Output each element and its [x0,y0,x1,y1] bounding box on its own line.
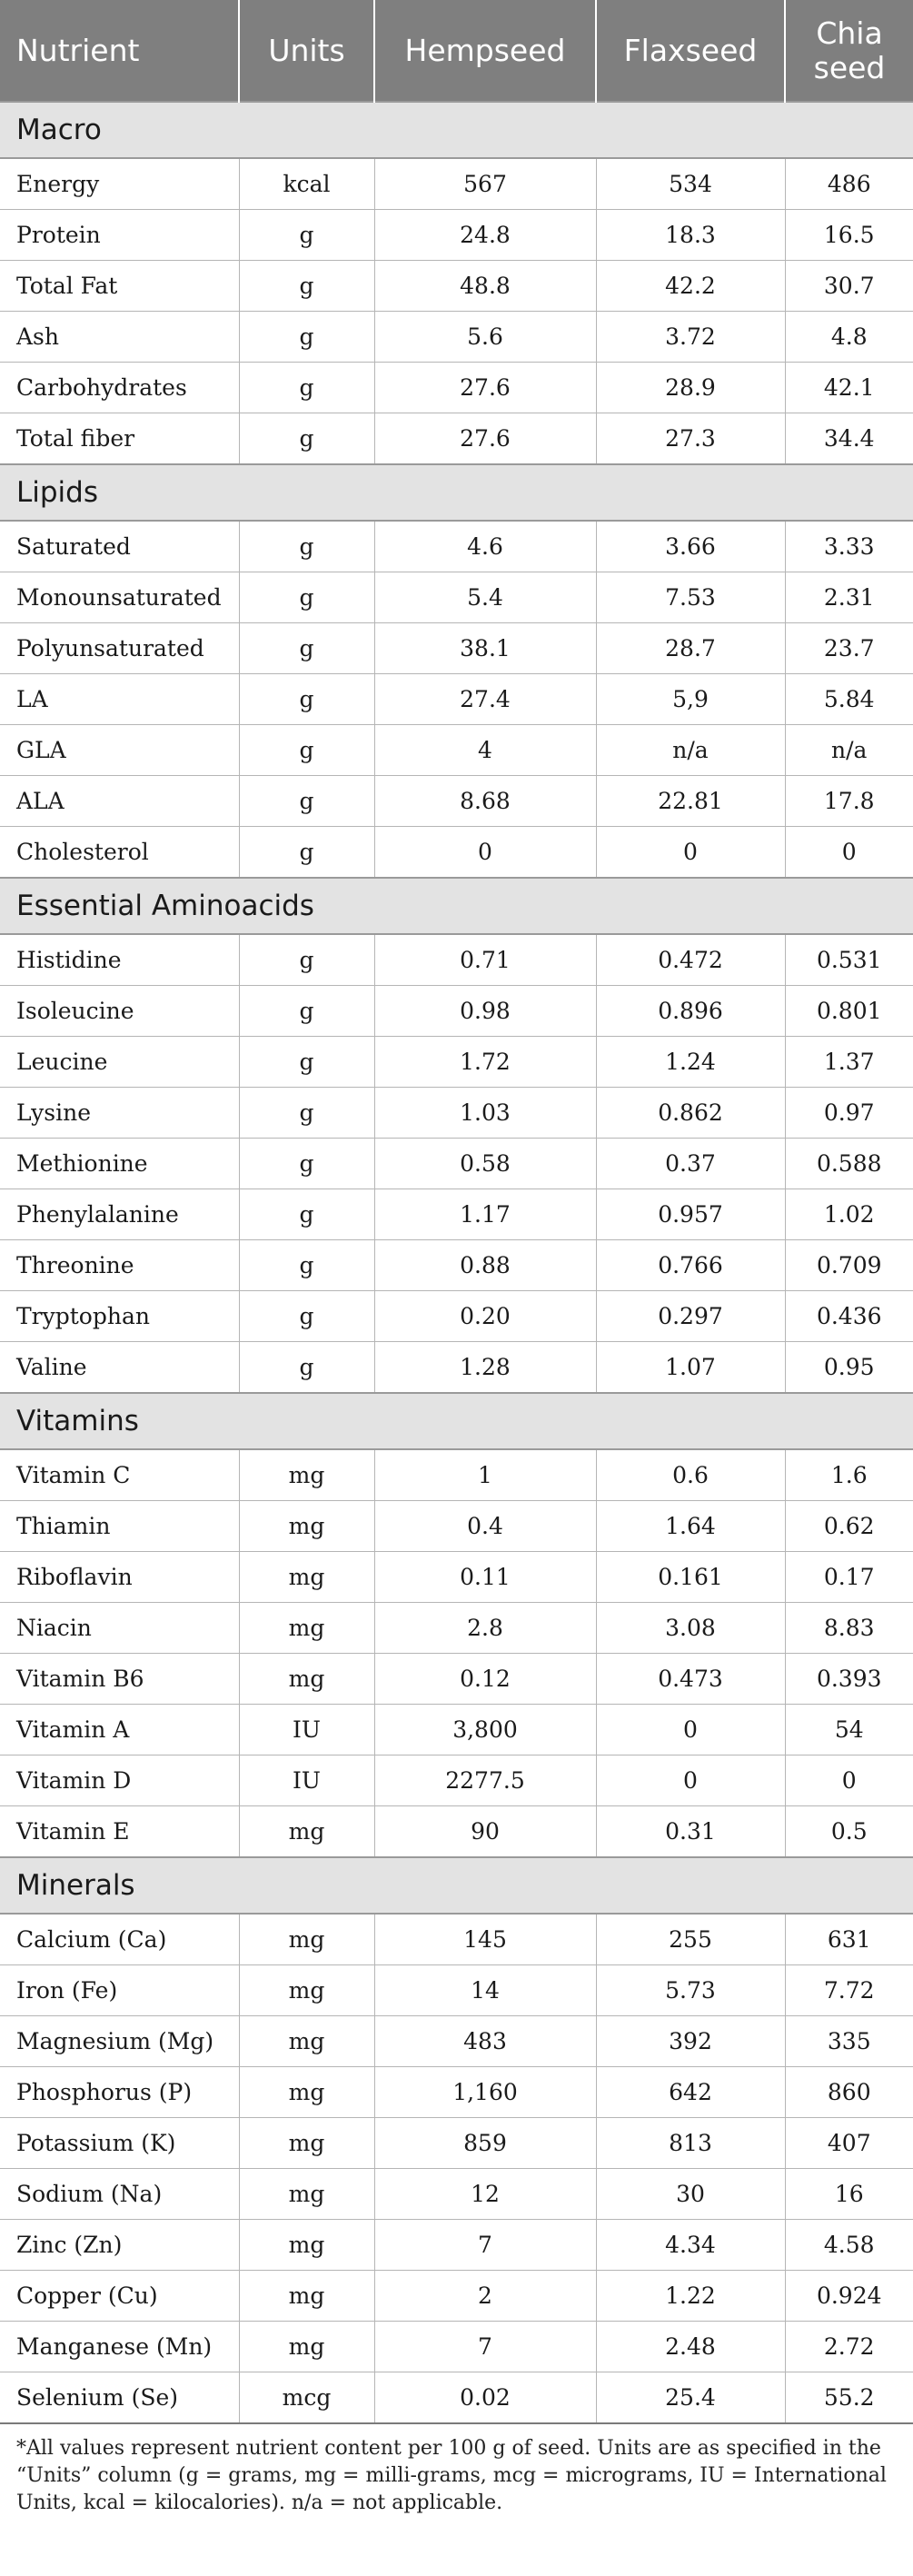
flaxseed-cell: 0 [596,1755,785,1806]
units-cell: kcal [239,158,374,210]
units-cell: g [239,1291,374,1342]
table-footnote: *All values represent nutrient content per 100 g of seed. Units are as specified in the “Units” column (g = grams, mg = milli-grams, mcg = micrograms, IU = International Units, kcal = kilocalories). n/a = not applicable. [16,2437,887,2514]
section-row [0,1393,913,1449]
units-cell: mg [239,1501,374,1552]
nutrient-cell: Copper (Cu) [0,2271,239,2322]
flaxseed-cell: 0.37 [596,1139,785,1189]
table-row [0,158,913,210]
section-row [0,1857,913,1914]
chia-seed-cell: 0.393 [785,1654,913,1705]
table-row [0,261,913,312]
hempseed-cell: 4 [374,725,596,776]
flaxseed-cell: 255 [596,1914,785,1965]
units-cell: g [239,1037,374,1088]
table-row [0,2220,913,2271]
table-row [0,363,913,413]
units-cell: g [239,521,374,572]
hempseed-cell: 27.6 [374,363,596,413]
hempseed-cell: 0 [374,827,596,879]
table-row [0,1806,913,1858]
chia-seed-cell: 42.1 [785,363,913,413]
nutrient-cell: Carbohydrates [0,363,239,413]
section-row [0,102,913,158]
chia-seed-cell: 1.02 [785,1189,913,1240]
units-cell: g [239,1240,374,1291]
units-cell: mg [239,2271,374,2322]
hempseed-cell: 1 [374,1449,596,1501]
units-cell: g [239,363,374,413]
nutrient-cell: Saturated [0,521,239,572]
table-row [0,2372,913,2424]
hempseed-cell: 0.88 [374,1240,596,1291]
header-chia-seed: Chia seed [785,0,913,102]
nutrient-cell: Monounsaturated [0,572,239,623]
table-row [0,725,913,776]
flaxseed-cell: 25.4 [596,2372,785,2424]
units-cell: mg [239,1603,374,1654]
table-row [0,1037,913,1088]
chia-seed-cell: 3.33 [785,521,913,572]
chia-seed-cell: 0.95 [785,1342,913,1394]
hempseed-cell: 5.4 [374,572,596,623]
flaxseed-cell: 0.473 [596,1654,785,1705]
hempseed-cell: 2.8 [374,1603,596,1654]
chia-seed-cell: 631 [785,1914,913,1965]
flaxseed-cell: 0.862 [596,1088,785,1139]
chia-seed-cell: 0.5 [785,1806,913,1858]
flaxseed-cell: 2.48 [596,2322,785,2372]
units-cell: g [239,827,374,879]
nutrient-cell: Ash [0,312,239,363]
chia-seed-cell: 55.2 [785,2372,913,2424]
hempseed-cell: 38.1 [374,623,596,674]
flaxseed-cell: 30 [596,2169,785,2220]
units-cell: g [239,725,374,776]
nutrient-cell: Tryptophan [0,1291,239,1342]
chia-seed-cell: 0.17 [785,1552,913,1603]
nutrient-cell: GLA [0,725,239,776]
hempseed-cell: 14 [374,1965,596,2016]
section-title: Lipids [0,464,913,521]
table-header [0,0,913,102]
nutrient-cell: Cholesterol [0,827,239,879]
flaxseed-cell: 0.161 [596,1552,785,1603]
table-row [0,572,913,623]
nutrient-cell: Polyunsaturated [0,623,239,674]
section-row [0,878,913,934]
flaxseed-cell: 3.08 [596,1603,785,1654]
hempseed-cell: 1.28 [374,1342,596,1394]
nutrient-cell: LA [0,674,239,725]
flaxseed-cell: 28.7 [596,623,785,674]
hempseed-cell: 3,800 [374,1705,596,1755]
chia-seed-cell: 0.709 [785,1240,913,1291]
chia-seed-cell: 0.924 [785,2271,913,2322]
chia-seed-cell: 17.8 [785,776,913,827]
section-title: Minerals [0,1857,913,1914]
nutrient-cell: Phosphorus (P) [0,2067,239,2118]
hempseed-cell: 1.03 [374,1088,596,1139]
flaxseed-cell: 1.64 [596,1501,785,1552]
flaxseed-cell: 0.31 [596,1806,785,1858]
table-body [0,102,913,2423]
flaxseed-cell: 1.22 [596,2271,785,2322]
units-cell: mcg [239,2372,374,2424]
nutrient-cell: Vitamin C [0,1449,239,1501]
flaxseed-cell: 3.66 [596,521,785,572]
nutrient-cell: Protein [0,210,239,261]
nutrient-cell: Magnesium (Mg) [0,2016,239,2067]
table-row [0,2067,913,2118]
nutrient-cell: Energy [0,158,239,210]
units-cell: mg [239,2016,374,2067]
units-cell: g [239,210,374,261]
flaxseed-cell: 42.2 [596,261,785,312]
flaxseed-cell: 4.34 [596,2220,785,2271]
units-cell: mg [239,2220,374,2271]
table-row [0,1914,913,1965]
nutrient-cell: Lysine [0,1088,239,1139]
header-row [0,0,913,102]
units-cell: g [239,1139,374,1189]
flaxseed-cell: 0.766 [596,1240,785,1291]
nutrient-cell: Total fiber [0,413,239,465]
section-title: Essential Aminoacids [0,878,913,934]
table-row [0,1088,913,1139]
flaxseed-cell: 5.73 [596,1965,785,2016]
chia-seed-cell: 0.62 [785,1501,913,1552]
flaxseed-cell: 27.3 [596,413,785,465]
flaxseed-cell: 28.9 [596,363,785,413]
units-cell: mg [239,2322,374,2372]
table-row [0,776,913,827]
nutrient-cell: Riboflavin [0,1552,239,1603]
hempseed-cell: 27.6 [374,413,596,465]
units-cell: mg [239,2169,374,2220]
hempseed-cell: 145 [374,1914,596,1965]
table-row [0,986,913,1037]
hempseed-cell: 0.20 [374,1291,596,1342]
header-hempseed: Hempseed [374,0,596,102]
hempseed-cell: 859 [374,2118,596,2169]
hempseed-cell: 27.4 [374,674,596,725]
section-row [0,464,913,521]
nutrient-cell: Threonine [0,1240,239,1291]
nutrient-cell: Calcium (Ca) [0,1914,239,1965]
chia-seed-cell: 0.436 [785,1291,913,1342]
nutrient-cell: Phenylalanine [0,1189,239,1240]
units-cell: mg [239,2118,374,2169]
nutrient-cell: Sodium (Na) [0,2169,239,2220]
hempseed-cell: 1.17 [374,1189,596,1240]
nutrient-cell: Leucine [0,1037,239,1088]
nutrient-cell: Potassium (K) [0,2118,239,2169]
units-cell: IU [239,1755,374,1806]
header-nutrient: Nutrient [0,0,239,102]
table-row [0,2322,913,2372]
nutrient-cell: Vitamin B6 [0,1654,239,1705]
table-row [0,1449,913,1501]
table-row [0,1139,913,1189]
hempseed-cell: 7 [374,2322,596,2372]
table-row [0,312,913,363]
nutrient-cell: Zinc (Zn) [0,2220,239,2271]
chia-seed-cell: 335 [785,2016,913,2067]
hempseed-cell: 0.4 [374,1501,596,1552]
hempseed-cell: 0.12 [374,1654,596,1705]
chia-seed-cell: 2.72 [785,2322,913,2372]
units-cell: g [239,776,374,827]
chia-seed-cell: 16 [785,2169,913,2220]
table-row [0,210,913,261]
hempseed-cell: 1.72 [374,1037,596,1088]
nutrient-cell: Vitamin D [0,1755,239,1806]
table-row [0,1755,913,1806]
flaxseed-cell: 0.896 [596,986,785,1037]
table-row [0,1603,913,1654]
flaxseed-cell: 392 [596,2016,785,2067]
chia-seed-cell: 54 [785,1705,913,1755]
hempseed-cell: 0.11 [374,1552,596,1603]
nutrient-cell: Total Fat [0,261,239,312]
flaxseed-cell: 813 [596,2118,785,2169]
nutrient-cell: Methionine [0,1139,239,1189]
hempseed-cell: 12 [374,2169,596,2220]
units-cell: mg [239,1449,374,1501]
table-row [0,1240,913,1291]
units-cell: g [239,1189,374,1240]
hempseed-cell: 0.58 [374,1139,596,1189]
flaxseed-cell: 22.81 [596,776,785,827]
table-row [0,2016,913,2067]
table-row [0,521,913,572]
hempseed-cell: 24.8 [374,210,596,261]
chia-seed-cell: 34.4 [785,413,913,465]
flaxseed-cell: 0.957 [596,1189,785,1240]
table-row [0,623,913,674]
nutrient-cell: Niacin [0,1603,239,1654]
hempseed-cell: 4.6 [374,521,596,572]
units-cell: g [239,1342,374,1394]
chia-seed-cell: 30.7 [785,261,913,312]
chia-seed-cell: 407 [785,2118,913,2169]
flaxseed-cell: 7.53 [596,572,785,623]
chia-seed-cell: 0.97 [785,1088,913,1139]
nutrient-cell: Valine [0,1342,239,1394]
units-cell: g [239,934,374,986]
chia-seed-cell: 8.83 [785,1603,913,1654]
table-row [0,2271,913,2322]
units-cell: mg [239,2067,374,2118]
flaxseed-cell: 1.07 [596,1342,785,1394]
hempseed-cell: 567 [374,158,596,210]
nutrient-cell: Iron (Fe) [0,1965,239,2016]
flaxseed-cell: 3.72 [596,312,785,363]
units-cell: IU [239,1705,374,1755]
chia-seed-cell: 0 [785,1755,913,1806]
units-cell: mg [239,1965,374,2016]
hempseed-cell: 0.71 [374,934,596,986]
section-title: Vitamins [0,1393,913,1449]
nutrient-cell: Thiamin [0,1501,239,1552]
header-units: Units [239,0,374,102]
table-row [0,2169,913,2220]
flaxseed-cell: 0 [596,1705,785,1755]
chia-seed-cell: 0.801 [785,986,913,1037]
nutrient-cell: Manganese (Mn) [0,2322,239,2372]
nutrient-cell: Histidine [0,934,239,986]
chia-seed-cell: 1.37 [785,1037,913,1088]
hempseed-cell: 8.68 [374,776,596,827]
chia-seed-cell: 1.6 [785,1449,913,1501]
table-row [0,1501,913,1552]
flaxseed-cell: 5,9 [596,674,785,725]
table-row [0,1552,913,1603]
units-cell: g [239,572,374,623]
chia-seed-cell: 16.5 [785,210,913,261]
chia-seed-cell: 0.531 [785,934,913,986]
flaxseed-cell: 1.24 [596,1037,785,1088]
chia-seed-cell: 0 [785,827,913,879]
table-row [0,1705,913,1755]
hempseed-cell: 0.02 [374,2372,596,2424]
units-cell: mg [239,1914,374,1965]
flaxseed-cell: 18.3 [596,210,785,261]
nutrient-cell: Vitamin E [0,1806,239,1858]
table-row [0,934,913,986]
flaxseed-cell: 0.297 [596,1291,785,1342]
table-row [0,1189,913,1240]
table-row [0,1654,913,1705]
nutrient-cell: Isoleucine [0,986,239,1037]
units-cell: g [239,312,374,363]
flaxseed-cell: n/a [596,725,785,776]
table-row [0,1965,913,2016]
chia-seed-cell: 4.58 [785,2220,913,2271]
flaxseed-cell: 642 [596,2067,785,2118]
chia-seed-cell: 7.72 [785,1965,913,2016]
flaxseed-cell: 0.472 [596,934,785,986]
hempseed-cell: 5.6 [374,312,596,363]
chia-seed-cell: 0.588 [785,1139,913,1189]
hempseed-cell: 2 [374,2271,596,2322]
units-cell: mg [239,1552,374,1603]
hempseed-cell: 2277.5 [374,1755,596,1806]
units-cell: mg [239,1654,374,1705]
section-title: Macro [0,102,913,158]
chia-seed-cell: 2.31 [785,572,913,623]
units-cell: g [239,986,374,1037]
chia-seed-cell: n/a [785,725,913,776]
units-cell: g [239,261,374,312]
nutrient-cell: Vitamin A [0,1705,239,1755]
units-cell: g [239,413,374,465]
chia-seed-cell: 486 [785,158,913,210]
flaxseed-cell: 0 [596,827,785,879]
nutrient-cell: Selenium (Se) [0,2372,239,2424]
units-cell: g [239,1088,374,1139]
table-row [0,413,913,465]
chia-seed-cell: 5.84 [785,674,913,725]
chia-seed-cell: 4.8 [785,312,913,363]
table-row [0,2118,913,2169]
table-row [0,674,913,725]
units-cell: g [239,674,374,725]
table-row [0,1342,913,1394]
units-cell: g [239,623,374,674]
table-row [0,827,913,879]
chia-seed-cell: 860 [785,2067,913,2118]
hempseed-cell: 90 [374,1806,596,1858]
nutrient-cell: ALA [0,776,239,827]
hempseed-cell: 7 [374,2220,596,2271]
units-cell: mg [239,1806,374,1858]
flaxseed-cell: 0.6 [596,1449,785,1501]
chia-seed-cell: 23.7 [785,623,913,674]
flaxseed-cell: 534 [596,158,785,210]
hempseed-cell: 483 [374,2016,596,2067]
table-row [0,1291,913,1342]
hempseed-cell: 1,160 [374,2067,596,2118]
hempseed-cell: 48.8 [374,261,596,312]
hempseed-cell: 0.98 [374,986,596,1037]
header-flaxseed: Flaxseed [596,0,785,102]
